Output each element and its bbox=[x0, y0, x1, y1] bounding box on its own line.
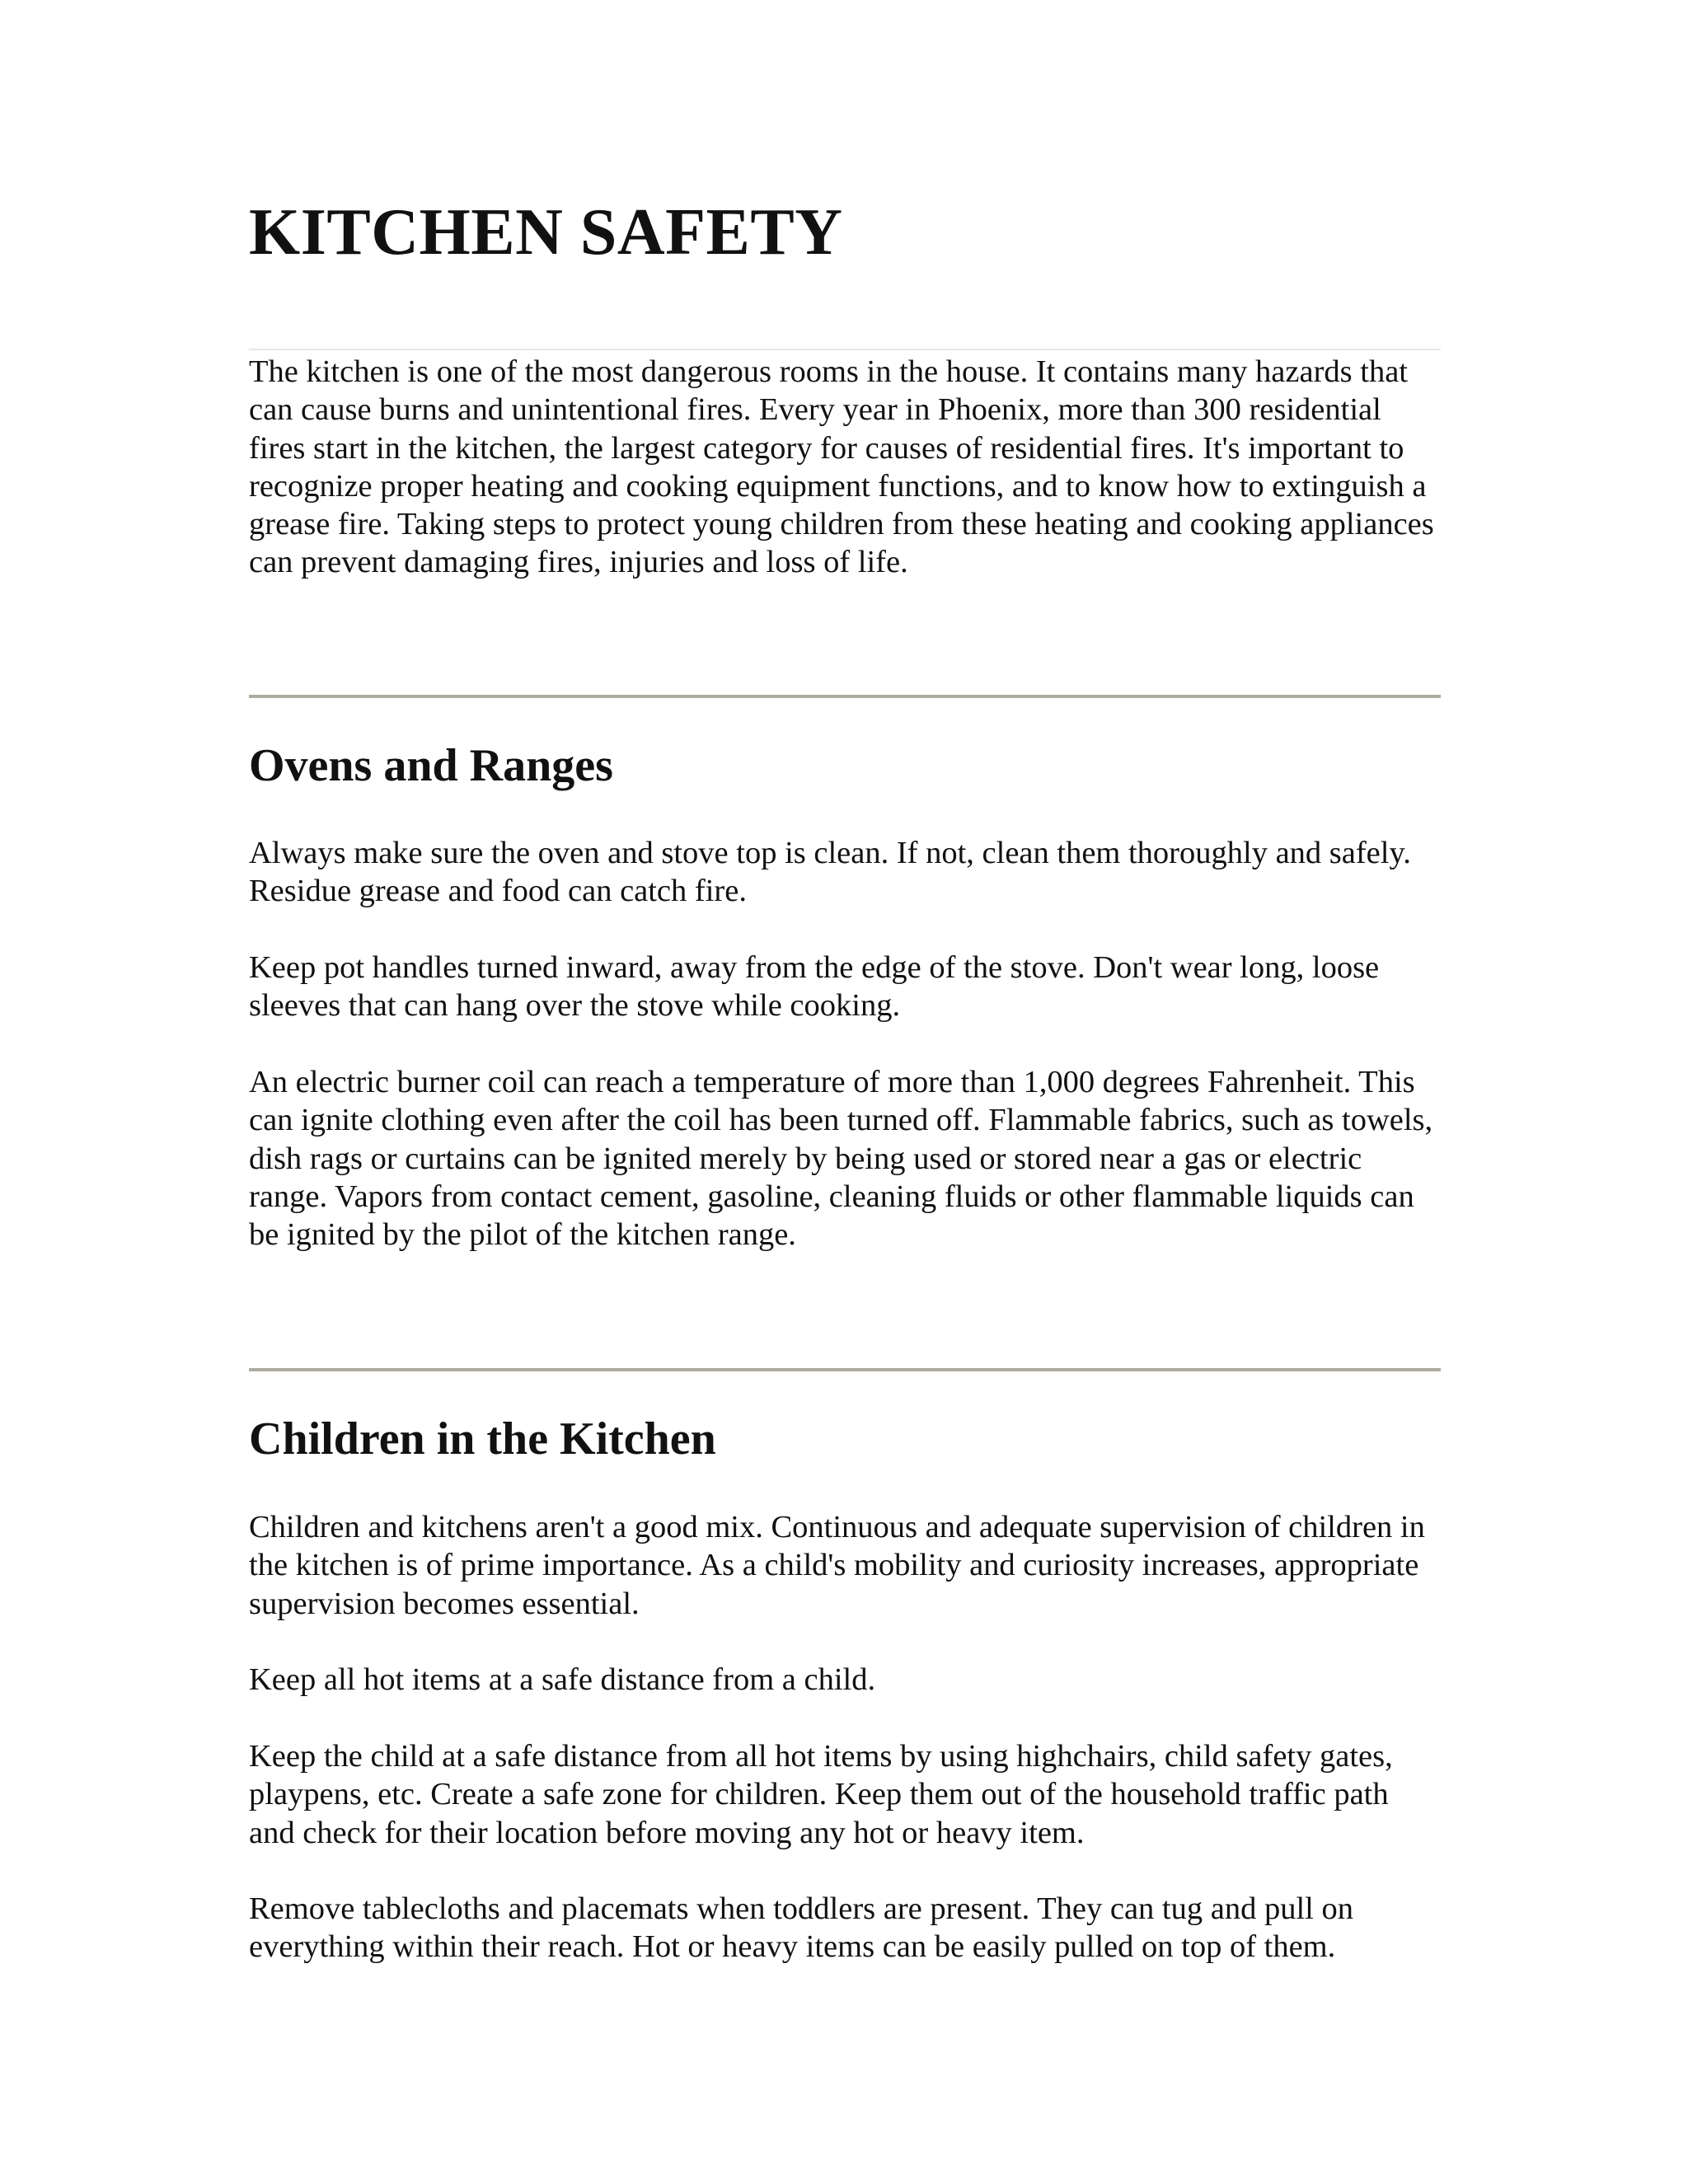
title-divider bbox=[249, 349, 1441, 350]
children-paragraph-3: Keep the child at a safe distance from all hot items by using highchairs, child safety gates, playpens, etc. Create a safe zone for children. Keep them out of the household traffic path and check for their location before moving any hot or heavy item. bbox=[249, 1739, 1393, 1850]
section-heading-children-in-the-kitchen: Children in the Kitchen bbox=[249, 1413, 716, 1465]
ovens-paragraph-1: Always make sure the oven and stove top is clean. If not, clean them thoroughly and safely. Residue grease and food can catch fire. bbox=[249, 836, 1411, 909]
section-heading-ovens-and-ranges: Ovens and Ranges bbox=[249, 740, 613, 791]
intro-paragraph: The kitchen is one of the most dangerous rooms in the house. It contains many hazards that can cause burns and unintentional fires. Every year in Phoenix, more than 300 residential fires start in the kitchen, the largest category for causes of residential fires. It's important to recognize proper heating and cooking equipment functions, and to know how to extinguish a grease fire. Taking steps to protect young children from these heating and cooking appliances can prevent damaging fires, injuries and loss of life. bbox=[249, 354, 1434, 580]
page-title: KITCHEN SAFETY bbox=[249, 196, 843, 269]
children-paragraph-2: Keep all hot items at a safe distance from a child. bbox=[249, 1662, 876, 1697]
children-paragraph-1: Children and kitchens aren't a good mix. Continuous and adequate supervision of children in the kitchen is of prime importance. As a child's mobility and curiosity increases, appropriate supervision becomes essential. bbox=[249, 1510, 1425, 1621]
ovens-paragraph-3: An electric burner coil can reach a temperature of more than 1,000 degrees Fahrenheit. This can ignite clothing even after the coil has been turned off. Flammable fabrics, such as towels, dish rags or curtains can be ignited merely by being used or stored near a gas or electric range. Vapors from contact cement, gasoline, cleaning fluids or other flammable liquids can be ignited by the pilot of the kitchen range. bbox=[249, 1065, 1433, 1253]
section-divider-children bbox=[249, 1368, 1441, 1371]
children-paragraph-4: Remove tablecloths and placemats when toddlers are present. They can tug and pull on everything within their reach. Hot or heavy items can be easily pulled on top of them. bbox=[249, 1891, 1353, 1965]
ovens-paragraph-2: Keep pot handles turned inward, away from the edge of the stove. Don't wear long, loose sleeves that can hang over the stove while cooking. bbox=[249, 950, 1380, 1024]
section-divider-ovens bbox=[249, 695, 1441, 698]
